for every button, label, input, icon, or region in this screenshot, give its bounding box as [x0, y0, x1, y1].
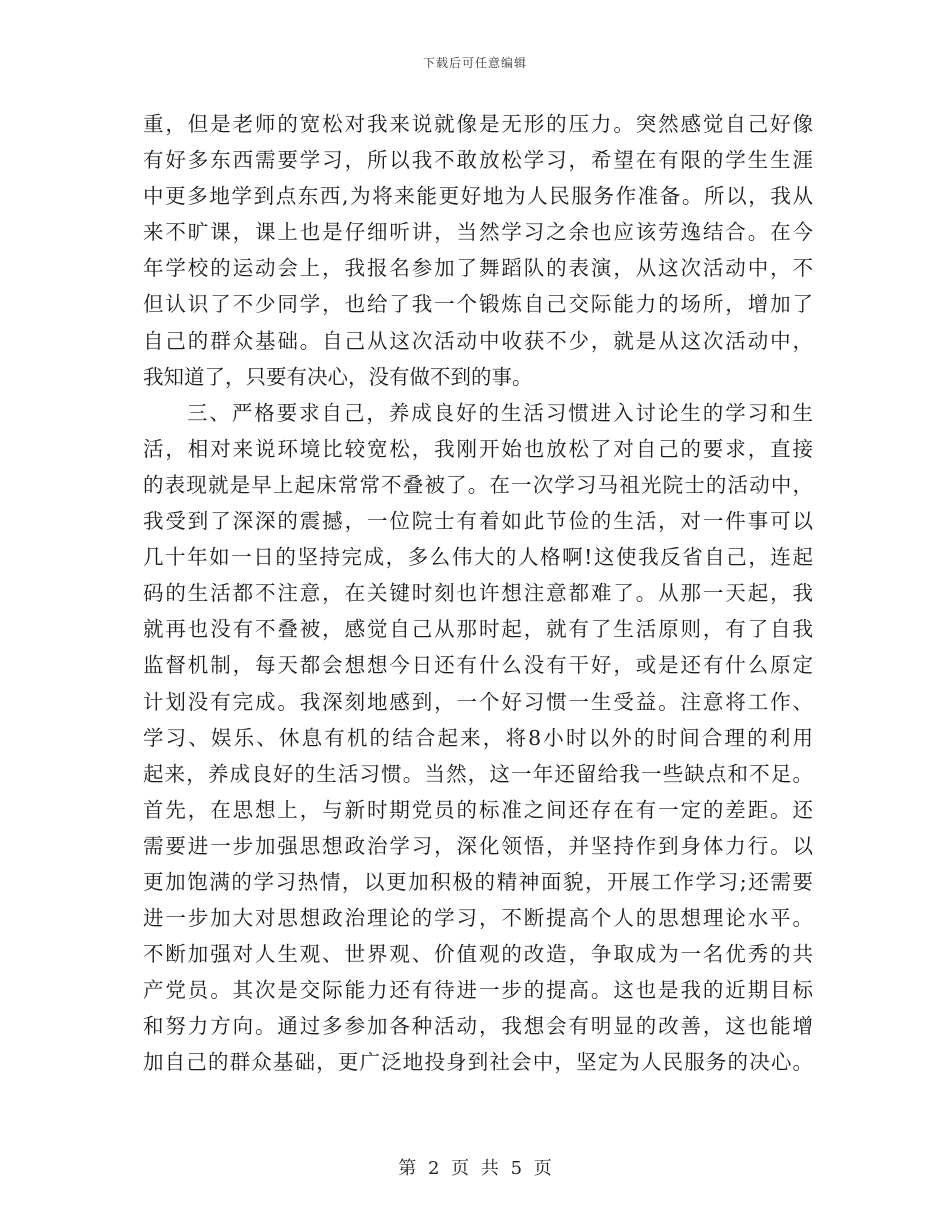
text-line: 来不旷课，课上也是仔细听讲，当然学习之余也应该劳逸结合。在今 [143, 220, 813, 245]
text-line: 年学校的运动会上，我报名参加了舞蹈队的表演，从这次活动中，不 [143, 256, 813, 281]
text-line: 加自己的群众基础，更广泛地投身到社会中，坚定为人民服务的决心。 [143, 1050, 813, 1075]
text-line: 自己的群众基础。自己从这次活动中收获不少，就是从这次活动中， [143, 328, 813, 353]
text-line: 计划没有完成。我深刻地感到，一个好习惯一生受益。注意将工作、 [143, 689, 813, 714]
text-line: 但认识了不少同学，也给了我一个锻炼自己交际能力的场所，增加了 [143, 292, 813, 317]
text-line: 产党员。其次是交际能力还有待进一步的提高。这也是我的近期目标 [143, 978, 813, 1003]
text-line: 起来，养成良好的生活习惯。当然，这一年还留给我一些缺点和不足。 [143, 761, 813, 786]
text-line: 学习、娱乐、休息有机的结合起来，将8小时以外的时间合理的利用 [143, 725, 813, 750]
page-header: 下载后可任意编辑 [422, 56, 527, 70]
text-line: 监督机制，每天都会想想今日还有什么没有干好，或是还有什么原定 [143, 653, 813, 678]
paragraph-2 [143, 395, 813, 1081]
text-line: 三、严格要求自己，养成良好的生活习惯进入讨论生的学习和生 [187, 400, 813, 425]
text-line: 和努力方向。通过多参加各种活动，我想会有明显的改善，这也能增 [143, 1014, 813, 1039]
text-line: 重，但是老师的宽松对我来说就像是无形的压力。突然感觉自己好像 [143, 112, 813, 136]
text-line: 我知道了，只要有决心，没有做不到的事。 [143, 364, 533, 389]
text-line: 中更多地学到点东西,为将来能更好地为人民服务作准备。所以，我从 [143, 184, 813, 209]
text-line: 的表现就是早上起床常常不叠被了。在一次学习马祖光院士的活动中， [143, 472, 813, 497]
text-line: 我受到了深深的震撼，一位院士有着如此节俭的生活，对一件事可以 [143, 509, 813, 534]
text-line: 更加饱满的学习热情，以更加积极的精神面貌，开展工作学习;还需要 [143, 869, 813, 894]
text-line: 活，相对来说环境比较宽松，我刚开始也放松了对自己的要求，直接 [143, 436, 813, 461]
text-line: 需要进一步加强思想政治学习，深化领悟，并坚持作到身体力行。以 [143, 833, 813, 858]
document-body [143, 106, 813, 1081]
text-line: 几十年如一日的坚持完成，多么伟大的人格啊!这使我反省自己，连起 [143, 545, 813, 570]
paragraph-1 [143, 106, 813, 395]
text-line: 就再也没有不叠被，感觉自己从那时起，就有了生活原则，有了自我 [143, 617, 813, 642]
text-line: 进一步加大对思想政治理论的学习，不断提高个人的思想理论水平。 [143, 906, 813, 931]
text-line: 有好多东西需要学习，所以我不敢放松学习，希望在有限的学生生涯 [143, 148, 813, 173]
text-line: 不断加强对人生观、世界观、价值观的改造，争取成为一名优秀的共 [143, 942, 813, 967]
text-line: 码的生活都不注意，在关键时刻也许想注意都难了。从那一天起，我 [143, 581, 813, 606]
text-line: 首先，在思想上，与新时期党员的标准之间还存在有一定的差距。还 [143, 797, 813, 822]
page-number: 第 2 页 共 5 页 [398, 1158, 552, 1179]
